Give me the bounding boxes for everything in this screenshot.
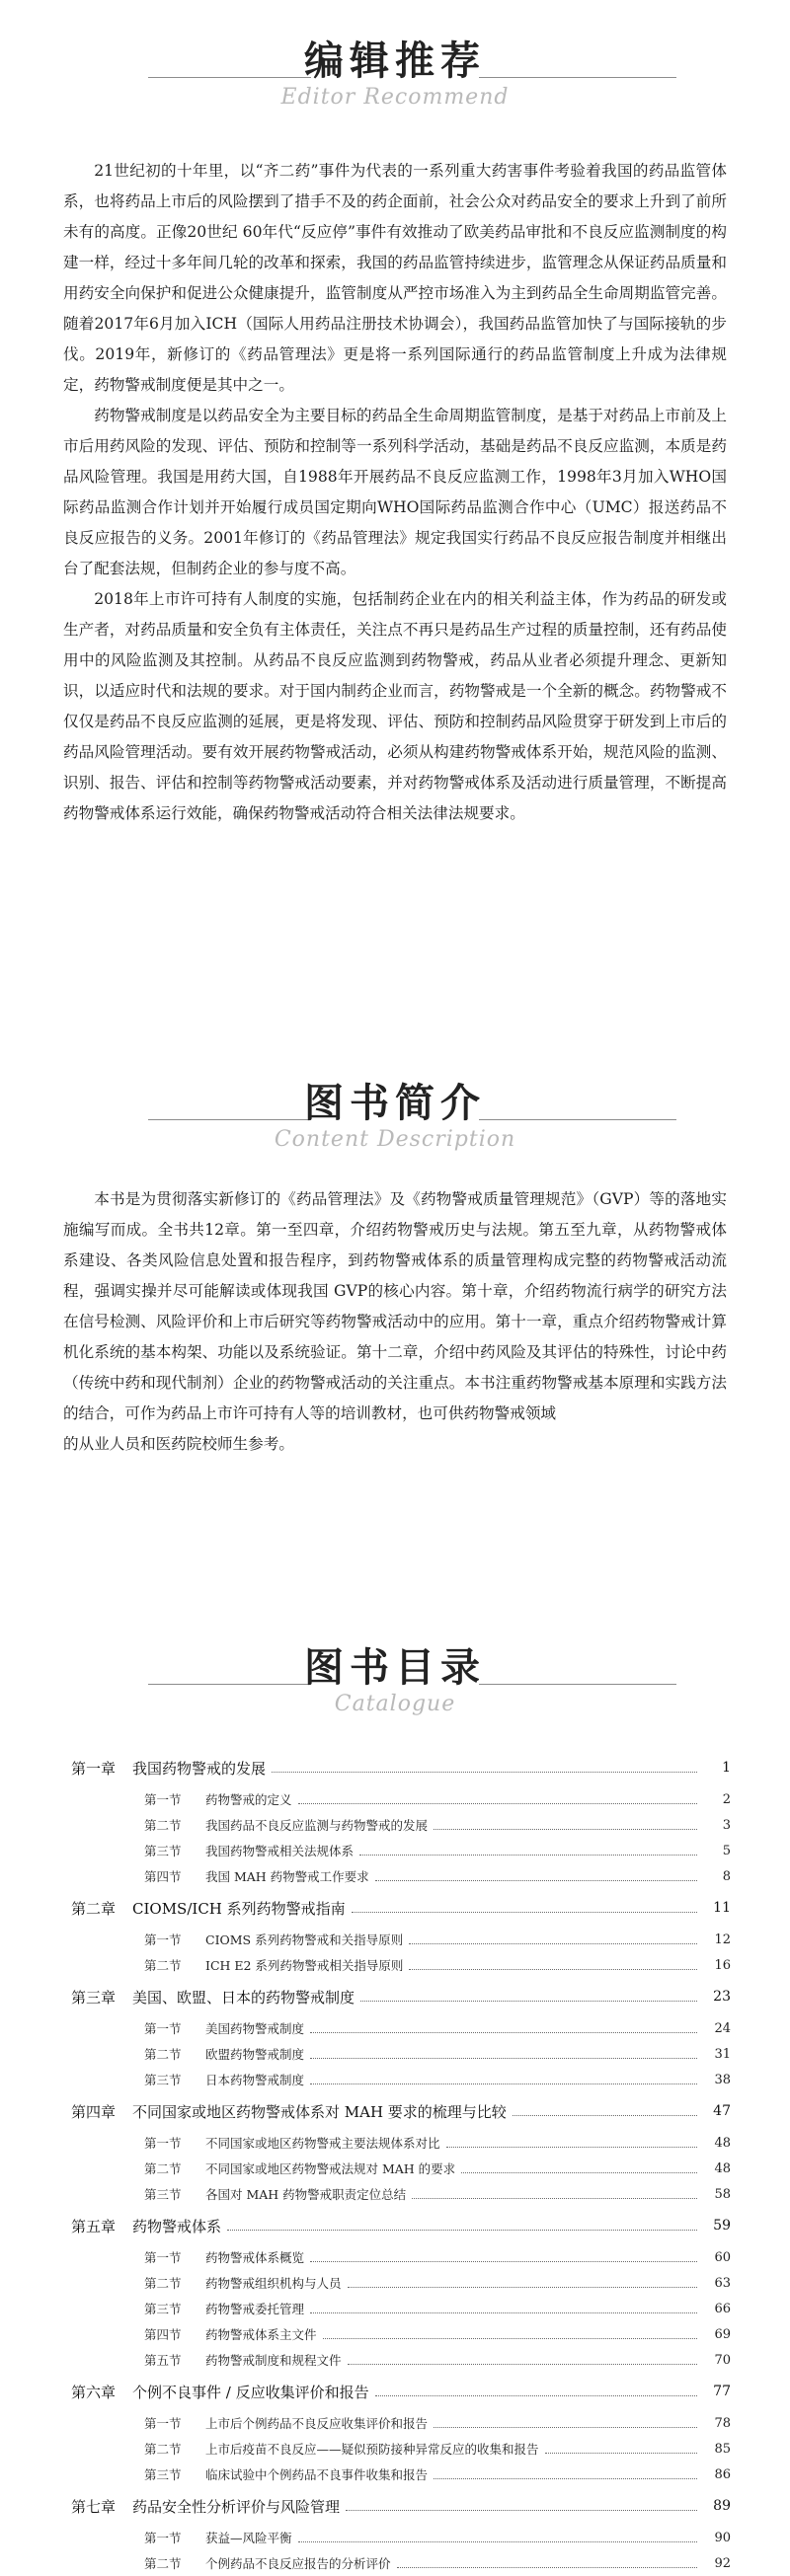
section-number: 第二节 (144, 2161, 182, 2176)
section-page-number: 66 (714, 2301, 731, 2316)
section-title: ICH E2 系列药物警戒相关指导原则 (205, 1958, 404, 1973)
intro-paragraph: 的从业人员和医药院校师生参考。 (63, 1435, 294, 1453)
section-title: 我国 MAH 药物警戒工作要求 (205, 1869, 369, 1884)
section-title: 药物警戒制度和规程文件 (205, 2353, 342, 2368)
dot-leader (298, 1803, 697, 1804)
dot-leader (227, 2230, 697, 2231)
chapter-number: 第六章 (71, 2383, 117, 2401)
section-title: 药物警戒委托管理 (205, 2302, 305, 2316)
chapter-title: 药物警戒体系 (132, 2217, 222, 2235)
section-title: 欧盟药物警戒制度 (205, 2047, 305, 2062)
toc-section-row (71, 2410, 731, 2436)
chapter-page-number: 47 (713, 2103, 731, 2119)
dot-leader (310, 2032, 697, 2033)
toc-section-row (71, 1863, 731, 1889)
dot-leader (346, 2510, 697, 2511)
section-page-number: 48 (714, 2135, 731, 2151)
chapter-title: 个例不良事件 / 反应收集评价和报告 (132, 2383, 369, 2401)
dot-leader (397, 2567, 697, 2568)
toc-section-row (71, 2462, 731, 2487)
dot-leader (434, 1829, 697, 1830)
chapter-page-number: 89 (713, 2498, 731, 2514)
toc-section-row (71, 1786, 731, 1812)
chapter-title: 我国药物警戒的发展 (132, 1759, 267, 1778)
intro-paragraph: 本书是为贯彻落实新修订的《药品管理法》及《药物警戒质量管理规范》（GVP）等的落地实施编写而成。全书共12章。第一至四章，介绍药物警戒历史与法规。第五至九章，从药物警戒体系建设、各类风险信息处置和报告程序，到药物警戒体系的质量管理构成完整的药物警戒活动流程，强调实操并尽可能解读或体现我国 GVP的核心内容。第十章，介绍药物流行病学的研究方法在信号检测、风险评价和上市后研究等药物警戒活动中的应用。第十一章，重点介绍药物警戒计算机化系统的基本构架、功能以及系统验证。第十二章，介绍中药风险及其评估的特殊性，讨论中药（传统中药和现代制剂）企业的药物警戒活动的关注重点。本书注重药物警戒基本原理和实践方法的结合，可作为药品上市许可持有人等的培训教材，也可供药物警戒领域 (63, 1190, 727, 1422)
dot-leader (359, 1855, 697, 1856)
toc-chapter-row (71, 2092, 731, 2130)
section-number: 第五节 (144, 2353, 182, 2368)
section-page-number: 90 (714, 2530, 731, 2545)
section-page-number: 92 (714, 2555, 731, 2571)
section-page-number: 60 (714, 2249, 731, 2265)
section-number: 第二节 (144, 1958, 182, 1973)
dot-leader (360, 2001, 697, 2002)
section-title: 各国对 MAH 药物警戒职责定位总结 (205, 2187, 407, 2202)
chapter-number: 第二章 (71, 1899, 117, 1918)
section-page-number: 16 (714, 1957, 731, 1973)
toc-section-row (71, 1927, 731, 1952)
section-title: 我国药物警戒相关法规体系 (205, 1844, 355, 1858)
section-title: 日本药物警戒制度 (205, 2073, 305, 2087)
section-number: 第二节 (144, 2276, 182, 2291)
chapter-number: 第七章 (71, 2497, 117, 2516)
section-number: 第一节 (144, 2136, 182, 2151)
dot-leader (310, 2058, 697, 2059)
section-title: 药物警戒体系主文件 (205, 2327, 317, 2342)
section-number: 第一节 (144, 2021, 182, 2036)
dot-leader (375, 1880, 697, 1881)
dot-leader (412, 2198, 697, 2199)
toc-section-row (71, 2321, 731, 2347)
catalogue-subtitle: Catalogue (334, 1692, 456, 1716)
toc-section-row (71, 2181, 731, 2207)
editor-recommend-subtitle: Editor Recommend (280, 85, 510, 110)
editor-paragraph: 21世纪初的十年里，以“齐二药”事件为代表的一系列重大药害事件考验着我国的药品监管体系，也将药品上市后的风险摆到了措手不及的药企面前，社会公众对药品安全的要求上升到了前所未有的高度。正像20世纪 60年代“反应停”事件有效推动了欧美药品审批和不良反应监测制度的构建一样，经过十多年间几轮的改革和探索，我国的药品监管持续进步，监管理念从保证药品质量和用药安全向保护和促进公众健康提升，监管制度从严控市场准入为主到药品全生命周期监管完善。随着2017年6月加入ICH（国际人用药品注册技术协调会），我国药品监管加快了与国际接轨的步伐。2019年，新修订的《药品管理法》更是将一系列国际通行的药品监管制度上升成为法律规定，药物警戒制度便是其中之一。 (63, 162, 727, 394)
dot-leader (352, 1912, 697, 1913)
section-number: 第三节 (144, 2073, 182, 2087)
chapter-number: 第三章 (71, 1988, 117, 2007)
chapter-page-number: 23 (713, 1989, 731, 2005)
dot-leader (545, 2453, 697, 2454)
toc-section-row (71, 2130, 731, 2156)
section-page-number: 31 (714, 2046, 731, 2062)
dot-leader (323, 2338, 697, 2339)
section-page-number: 86 (714, 2466, 731, 2482)
dot-leader (461, 2172, 697, 2173)
content-description-header (0, 1064, 790, 1163)
editor-paragraph: 药物警戒制度是以药品安全为主要目标的药品全生命周期监管制度，是基于对药品上市前及上市后用药风险的发现、评估、预防和控制等一系列科学活动，基础是药品不良反应监测，本质是药品风险管理。我国是用药大国，自1988年开展药品不良反应监测工作，1998年3月加入WHO国际药品监测合作计划并开始履行成员国定期向WHO国际药品监测合作中心（UMC）报送药品不良反应报告的义务。2001年修订的《药品管理法》规定我国实行药品不良反应报告制度并相继出台了配套法规，但制药企业的参与度不高。 (63, 407, 727, 577)
toc-section-row (71, 2270, 731, 2296)
dot-leader (310, 2312, 697, 2313)
toc-chapter-row (71, 1749, 731, 1786)
chapter-title: 不同国家或地区药物警戒体系对 MAH 要求的梳理与比较 (132, 2102, 507, 2121)
section-page-number: 38 (714, 2072, 731, 2087)
section-page-number: 85 (714, 2441, 731, 2457)
section-page-number: 78 (714, 2415, 731, 2431)
section-title: 上市后疫苗不良反应——疑似预防接种异常反应的收集和报告 (205, 2442, 539, 2457)
section-number: 第三节 (144, 2187, 182, 2202)
section-number: 第三节 (144, 2302, 182, 2316)
dot-leader (348, 2287, 697, 2288)
catalogue-header (0, 1629, 790, 1727)
section-title: 个例药品不良反应报告的分析评价 (205, 2556, 391, 2571)
content-description-body (63, 1184, 727, 1460)
section-title: 上市后个例药品不良反应收集评价和报告 (205, 2416, 429, 2431)
section-page-number: 8 (722, 1868, 731, 1884)
dot-leader (446, 2147, 697, 2148)
toc-chapter-row (71, 2487, 731, 2525)
toc-chapter-row (71, 2373, 731, 2410)
section-title: 药物警戒体系概览 (205, 2250, 305, 2265)
dot-leader (434, 2427, 697, 2428)
toc-section-row (71, 2436, 731, 2462)
dot-leader (375, 2395, 697, 2396)
toc-section-row (71, 2525, 731, 2550)
toc-section-row (71, 2067, 731, 2092)
section-title: 获益—风险平衡 (205, 2531, 292, 2545)
section-number: 第二节 (144, 1818, 182, 1833)
toc-section-row (71, 1952, 731, 1978)
chapter-page-number: 11 (713, 1900, 731, 1916)
section-page-number: 69 (714, 2326, 731, 2342)
section-title: 我国药品不良反应监测与药物警戒的发展 (205, 1818, 429, 1833)
chapter-page-number: 1 (722, 1760, 731, 1776)
editor-recommend-body (63, 156, 727, 829)
section-title: 不同国家或地区药物警戒主要法规体系对比 (205, 2136, 440, 2151)
table-of-contents (71, 1749, 731, 2576)
chapter-number: 第一章 (71, 1759, 117, 1778)
section-number: 第四节 (144, 1869, 182, 1884)
section-number: 第一节 (144, 1792, 182, 1807)
chapter-title: 美国、欧盟、日本的药物警戒制度 (132, 1988, 356, 2007)
chapter-title: 药品安全性分析评价与风险管理 (132, 2497, 341, 2516)
toc-chapter-row (71, 1889, 731, 1927)
dot-leader (409, 1969, 697, 1970)
catalogue-title: 图书目录 (304, 1645, 486, 1691)
chapter-page-number: 59 (713, 2218, 731, 2234)
editor-recommend-title: 编辑推荐 (304, 38, 486, 84)
dot-leader (513, 2115, 697, 2116)
section-page-number: 12 (714, 1932, 731, 1947)
section-page-number: 5 (722, 1843, 731, 1858)
section-title: CIOMS 系列药物警戒和关指导原则 (205, 1932, 404, 1947)
editor-recommend-header (0, 22, 790, 120)
toc-chapter-row (71, 2207, 731, 2244)
section-title: 不同国家或地区药物警戒法规对 MAH 的要求 (205, 2161, 456, 2176)
toc-section-row (71, 2244, 731, 2270)
section-page-number: 63 (714, 2275, 731, 2291)
toc-section-row (71, 2296, 731, 2321)
section-number: 第一节 (144, 2250, 182, 2265)
content-description-subtitle: Content Description (274, 1127, 516, 1152)
section-number: 第四节 (144, 2327, 182, 2342)
section-page-number: 58 (714, 2186, 731, 2202)
toc-section-row (71, 1812, 731, 1838)
dot-leader (434, 2478, 697, 2479)
dot-leader (272, 1772, 697, 1773)
editor-paragraph: 2018年上市许可持有人制度的实施，包括制药企业在内的相关利益主体，作为药品的研发或生产者，对药品质量和安全负有主体责任，关注点不再只是药品生产过程的质量控制，还有药品使用中的风险监测及其控制。从药品不良反应监测到药物警戒，药品从业者必须提升理念、更新知识，以适应时代和法规的要求。对于国内制药企业而言，药物警戒是一个全新的概念。药物警戒不仅仅是药品不良反应监测的延展，更是将发现、评估、预防和控制药品风险贯穿于研发到上市后的药品风险管理活动。要有效开展药物警戒活动，必须从构建药物警戒体系开始，规范风险的监测、识别、报告、评估和控制等药物警戒活动要素，并对药物警戒体系及活动进行质量管理，不断提高药物警戒体系运行效能，确保药物警戒活动符合相关法律法规要求。 (63, 590, 727, 822)
chapter-title: CIOMS/ICH 系列药物警戒指南 (132, 1899, 346, 1918)
section-number: 第二节 (144, 2556, 182, 2571)
dot-leader (310, 2261, 697, 2262)
chapter-number: 第四章 (71, 2102, 117, 2121)
section-number: 第一节 (144, 1932, 182, 1947)
section-number: 第一节 (144, 2416, 182, 2431)
section-title: 临床试验中个例药品不良事件收集和报告 (205, 2467, 429, 2482)
section-title: 药物警戒的定义 (205, 1792, 292, 1807)
toc-section-row (71, 2347, 731, 2373)
section-page-number: 2 (722, 1791, 731, 1807)
dot-leader (409, 1943, 697, 1944)
content-description-title: 图书简介 (304, 1081, 486, 1126)
section-page-number: 70 (714, 2352, 731, 2368)
section-title: 美国药物警戒制度 (205, 2021, 305, 2036)
chapter-number: 第五章 (71, 2217, 117, 2235)
dot-leader (348, 2364, 697, 2365)
chapter-page-number: 77 (713, 2384, 731, 2399)
toc-section-row (71, 2041, 731, 2067)
section-title: 药物警戒组织机构与人员 (205, 2276, 342, 2291)
toc-section-row (71, 2156, 731, 2181)
dot-leader (298, 2541, 697, 2542)
toc-section-row (71, 2550, 731, 2576)
section-number: 第三节 (144, 2467, 182, 2482)
section-number: 第一节 (144, 2531, 182, 2545)
section-page-number: 48 (714, 2160, 731, 2176)
toc-section-row (71, 2015, 731, 2041)
toc-chapter-row (71, 1978, 731, 2015)
toc-section-row (71, 1838, 731, 1863)
section-number: 第二节 (144, 2047, 182, 2062)
section-number: 第二节 (144, 2442, 182, 2457)
section-page-number: 24 (714, 2020, 731, 2036)
section-page-number: 3 (722, 1817, 731, 1833)
section-number: 第三节 (144, 1844, 182, 1858)
